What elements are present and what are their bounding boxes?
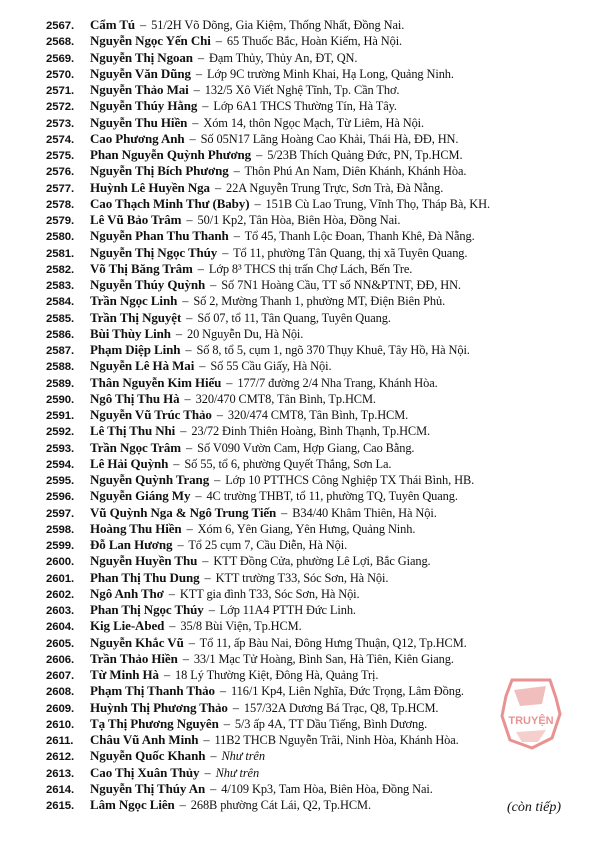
- entry-number: 2614.: [46, 783, 75, 796]
- entry-separator: –: [184, 391, 191, 406]
- list-item: [46, 521, 566, 537]
- entry-name: Phan Nguyễn Quỳnh Phương: [90, 147, 252, 162]
- entry-name: Phạm Diệp Linh: [90, 342, 181, 357]
- entry-separator: –: [186, 310, 193, 325]
- list-item: [46, 651, 566, 667]
- entry-name: Huỳnh Thị Phương Thảo: [90, 699, 228, 715]
- entry-number: 2604.: [46, 621, 75, 634]
- entry-number: 2569.: [46, 52, 75, 65]
- entry-separator: –: [175, 326, 182, 341]
- entry-name: Nguyễn Huyền Thu: [90, 553, 198, 569]
- entry-separator: –: [197, 261, 204, 276]
- entry-number: 2596.: [46, 491, 75, 504]
- watermark-logo-icon: [498, 676, 564, 752]
- entry-number: 2578.: [46, 198, 75, 211]
- list-item: [46, 683, 566, 699]
- entry-address: 23/72 Đinh Thiên Hoàng, Bình Thạnh, Tp.HCM.: [191, 424, 431, 439]
- entry-number: 2612.: [46, 751, 75, 764]
- entry-number: 2579.: [46, 215, 75, 227]
- entry-address: Số 8, tổ 5, cụm 1, ngõ 370 Thụy Khuê, Tây Hồ, Hà Nội.: [196, 343, 470, 357]
- entry-name: Lê Vũ Bảo Trâm: [90, 212, 182, 227]
- entry-number: 2613.: [46, 767, 75, 780]
- list-item: [46, 293, 566, 309]
- entry-address: 11B2 THCB Nguyễn Trãi, Ninh Hòa, Khánh Hòa.: [214, 733, 459, 747]
- entry-name: Bùi Thùy Linh: [90, 325, 171, 341]
- entry-number: 2585.: [46, 312, 75, 325]
- entry-address: KTT trường T33, Sóc Sơn, Hà Nội.: [215, 570, 389, 585]
- entry-address: Tổ 25 cụm 7, Cầu Diễn, Hà Nội.: [188, 538, 348, 552]
- entry-separator: –: [195, 489, 202, 504]
- list-item: [46, 391, 566, 407]
- entry-name: Ngô Anh Thơ: [90, 585, 164, 601]
- entry-number: 2607.: [46, 670, 75, 682]
- entry-number: 2587.: [46, 345, 75, 357]
- entry-number: 2609.: [46, 702, 75, 715]
- list-item: [46, 472, 566, 488]
- list-item: [46, 586, 566, 602]
- list-item: [46, 667, 566, 683]
- entry-address: 268B phường Cát Lái, Q2, Tp.HCM.: [190, 798, 371, 812]
- entry-number: 2597.: [46, 507, 75, 520]
- entry-number: 2570.: [46, 68, 75, 81]
- list-item: [46, 537, 566, 553]
- entry-separator: –: [203, 733, 210, 747]
- entry-address: 320/474 CMT8, Tân Bình, Tp.HCM.: [227, 408, 409, 422]
- entry-separator: –: [182, 651, 189, 666]
- entry-address: 5/3 ấp 4A, TT Dầu Tiếng, Bình Dương.: [234, 716, 428, 731]
- entry-address: 33/1 Mạc Tử Hoàng, Bình San, Hà Tiên, Kiên Giang.: [193, 651, 454, 666]
- entry-separator: –: [192, 115, 199, 130]
- entry-name: Lâm Ngọc Liên: [90, 797, 175, 812]
- entry-separator: –: [233, 229, 240, 244]
- entry-name: Cao Thị Xuân Thủy: [90, 764, 200, 780]
- list-item: [46, 98, 566, 114]
- entry-name: Nguyễn Khắc Vũ: [90, 634, 184, 650]
- entry-separator: –: [168, 586, 175, 601]
- entry-name: Nguyễn Thị Ngọc Thúy: [90, 244, 218, 260]
- entry-number: 2611.: [46, 735, 74, 747]
- entry-name: Trần Thị Nguyệt: [90, 309, 182, 325]
- entry-address: Số 05N17 Lãng Hoàng Cao Khải, Thái Hà, ĐĐ, HN.: [200, 131, 459, 146]
- entry-address: 50/1 Kp2, Tân Hòa, Biên Hòa, Đồng Nai.: [197, 213, 401, 227]
- watermark-text: TRUYỆN: [508, 715, 554, 727]
- entry-separator: –: [188, 635, 195, 650]
- entry-number: 2574.: [46, 133, 75, 146]
- entry-name: Vũ Quỳnh Nga & Ngô Trung Tiến: [90, 504, 277, 520]
- entry-separator: –: [223, 716, 230, 731]
- entry-number: 2591.: [46, 410, 75, 422]
- continued-label: (còn tiếp): [506, 800, 561, 815]
- list-item: [46, 131, 566, 147]
- list-item: [46, 375, 566, 391]
- entry-number: 2580.: [46, 231, 75, 244]
- list-item: [46, 505, 566, 521]
- list-item: [46, 765, 566, 781]
- entry-separator: –: [185, 343, 192, 357]
- entry-separator: –: [182, 294, 189, 309]
- entry-name: Lê Thị Thu Nhi: [90, 423, 176, 439]
- entry-separator: –: [163, 668, 171, 682]
- entry-number: 2605.: [46, 637, 75, 650]
- entry-address: Số 55 Cầu Giấy, Hà Nội.: [210, 359, 332, 374]
- list-item: [46, 456, 566, 472]
- entry-name: Kig Lie-Abed: [90, 618, 165, 634]
- entry-name: Trần Ngọc Linh: [90, 293, 178, 309]
- entry-address: Số 55, tổ 6, phường Quyết Thắng, Sơn La.: [184, 456, 392, 471]
- entry-name: Hoàng Thu Hiền: [90, 520, 182, 536]
- entry-separator: –: [186, 521, 193, 536]
- entry-separator: –: [173, 456, 180, 471]
- entry-name: Thân Nguyễn Kim Hiếu: [90, 374, 222, 390]
- list-item: [46, 245, 566, 261]
- entry-number: 2593.: [46, 442, 75, 455]
- list-item: [46, 33, 566, 49]
- entry-name: Nguyễn Quỳnh Trang: [90, 472, 210, 487]
- entry-separator: –: [281, 505, 288, 520]
- list-item: [46, 700, 566, 716]
- entry-number: 2615.: [46, 800, 75, 812]
- entry-number: 2601.: [46, 572, 75, 585]
- entry-address: Lớp 6A1 THCS Thường Tín, Hà Tây.: [213, 99, 397, 114]
- entry-separator: –: [186, 213, 193, 227]
- list-item: [46, 797, 566, 813]
- entry-address: 4C trường THBT, tổ 11, phường TQ, Tuyên Quang.: [206, 489, 458, 504]
- entry-address: 320/470 CMT8, Tân Bình, Tp.HCM.: [195, 391, 376, 406]
- list-item: [46, 570, 566, 586]
- entry-address: 177/7 đường 2/4 Nha Trang, Khánh Hòa.: [237, 375, 438, 390]
- entry-separator: –: [197, 50, 205, 65]
- list-item: [46, 82, 566, 98]
- entry-number: 2602.: [46, 588, 75, 601]
- entry-number: 2583.: [46, 280, 75, 292]
- entry-address: Lớp 9C trường Minh Khai, Hạ Long, Quảng Ninh.: [206, 66, 454, 81]
- entry-number: 2606.: [46, 653, 75, 666]
- entry-name: Phan Thị Ngọc Thúy: [90, 602, 204, 617]
- entry-address: Tổ 45, Thanh Lộc Đoan, Thanh Khê, Đà Nẵng.: [244, 229, 475, 244]
- entry-separator: –: [210, 781, 217, 796]
- entry-name: Nguyễn Thảo Mai: [90, 82, 189, 97]
- entry-name: Trần Thảo Hiền: [90, 650, 178, 666]
- list-item: [46, 602, 566, 618]
- list-item: [46, 163, 566, 179]
- entry-address: 5/23B Thích Quảng Đức, PN, Tp.HCM.: [267, 148, 463, 162]
- entry-address: 151B Cù Lao Trung, Vĩnh Thọ, Tháp Bà, KH.: [265, 196, 491, 211]
- entry-name: Nguyễn Văn Dũng: [90, 65, 191, 81]
- entry-address: Thôn Phú An Nam, Diên Khánh, Khánh Hòa.: [244, 164, 467, 179]
- list-item: [46, 440, 566, 456]
- entry-number: 2584.: [46, 296, 75, 309]
- entry-number: 2594.: [46, 458, 75, 471]
- list-item: [46, 488, 566, 504]
- entry-separator: –: [210, 749, 217, 764]
- list-item: [46, 732, 566, 748]
- entry-name: Cẩm Tú: [90, 17, 136, 32]
- entry-address: KTT gia đình T33, Sóc Sơn, Hà Nội.: [179, 586, 360, 601]
- entry-separator: –: [189, 131, 196, 146]
- entry-address: 65 Thuốc Bắc, Hoàn Kiếm, Hà Nội.: [226, 34, 403, 49]
- entry-number: 2598.: [46, 523, 75, 536]
- list-item: [46, 228, 566, 244]
- list-item: [46, 17, 566, 33]
- entry-address: Xóm 6, Yên Giang, Yên Hưng, Quảng Ninh.: [197, 521, 416, 536]
- entry-separator: –: [202, 99, 209, 114]
- entry-address: KTT Đồng Cửa, phường Lê Lợi, Bắc Giang.: [213, 554, 431, 569]
- entry-address: 20 Nguyễn Du, Hà Nội.: [186, 326, 304, 341]
- entry-list: [46, 17, 566, 813]
- entry-name: Nguyễn Thị Thúy An: [90, 780, 206, 796]
- entry-number: 2595.: [46, 475, 75, 487]
- entry-separator: –: [219, 684, 227, 699]
- entry-separator: –: [169, 619, 176, 634]
- entry-address: B34/40 Khâm Thiên, Hà Nội.: [292, 505, 437, 520]
- entry-number: 2589.: [46, 377, 75, 390]
- entry-separator: –: [193, 83, 200, 97]
- entry-address: 18 Lý Thường Kiệt, Đông Hà, Quảng Trị.: [175, 668, 379, 682]
- list-item: [46, 635, 566, 651]
- list-item: [46, 423, 566, 439]
- list-item: [46, 310, 566, 326]
- entry-name: Nguyễn Giáng My: [90, 488, 191, 504]
- list-item: [46, 407, 566, 423]
- entry-name: Đỗ Lan Hương: [90, 537, 173, 552]
- entry-number: 2586.: [46, 328, 75, 341]
- entry-address: 132/5 Xô Viết Nghệ Tĩnh, Tp. Cần Thơ.: [204, 83, 400, 97]
- entry-address: 51/2H Võ Dõng, Gia Kiệm, Thống Nhất, Đồng Nai.: [151, 18, 405, 32]
- entry-name: Nguyễn Ngọc Yến Chi: [90, 33, 211, 49]
- list-item: [46, 618, 566, 634]
- entry-name: Võ Thị Băng Trâm: [90, 260, 193, 276]
- entry-number: 2603.: [46, 605, 75, 617]
- entry-name: Phan Thị Thu Dung: [90, 569, 200, 585]
- entry-number: 2610.: [46, 718, 75, 731]
- entry-separator: –: [199, 359, 206, 374]
- entry-name: Nguyễn Thu Hiền: [90, 114, 188, 130]
- entry-separator: –: [177, 538, 184, 552]
- entry-name: Huỳnh Lê Huyền Nga: [90, 179, 210, 195]
- entry-separator: –: [204, 765, 211, 780]
- entry-number: 2572.: [46, 101, 75, 114]
- entry-name: Từ Minh Hà: [90, 667, 159, 682]
- entry-address: Xóm 14, thôn Ngọc Mạch, Từ Liêm, Hà Nội.: [203, 115, 425, 130]
- entry-name: Trần Ngọc Trâm: [90, 439, 182, 455]
- entry-number: 2575.: [46, 150, 75, 162]
- entry-separator: –: [204, 570, 211, 585]
- entry-address: Số 07, tổ 11, Tân Quang, Tuyên Quang.: [197, 310, 391, 325]
- entry-separator: –: [180, 424, 187, 439]
- entry-number: 2599.: [46, 540, 75, 552]
- entry-separator: –: [216, 408, 223, 422]
- entry-address: Số 7N1 Hoàng Cầu, TT số NN&PTNT, ĐĐ, HN.: [221, 278, 461, 292]
- entry-separator: –: [195, 66, 202, 81]
- entry-separator: –: [233, 164, 240, 179]
- entry-name: Tạ Thị Phương Nguyên: [90, 715, 219, 731]
- list-item: [46, 277, 566, 293]
- entry-number: 2571.: [46, 85, 75, 97]
- entry-address: 22A Nguyễn Trung Trực, Sơn Trà, Đà Nẵng.: [226, 180, 444, 195]
- entry-separator: –: [202, 554, 209, 569]
- entry-address: Đạm Thủy, Thủy An, ĐT, QN.: [209, 50, 358, 65]
- entry-separator: –: [210, 278, 217, 292]
- entry-separator: –: [140, 18, 147, 32]
- entry-name: Châu Vũ Anh Minh: [90, 732, 199, 747]
- entry-number: 2576.: [46, 166, 75, 179]
- entry-name: Phạm Thị Thanh Thảo: [90, 683, 215, 699]
- entry-address: Như trên: [221, 749, 265, 764]
- entry-separator: –: [232, 700, 239, 715]
- entry-number: 2608.: [46, 686, 75, 699]
- list-item: [46, 180, 566, 196]
- entry-address: Số V090 Vườn Cam, Hợp Giang, Cao Bằng.: [197, 440, 415, 455]
- list-item: [46, 261, 566, 277]
- list-item: [46, 66, 566, 82]
- list-item: [46, 342, 566, 358]
- list-item: [46, 553, 566, 569]
- entry-number: 2600.: [46, 556, 75, 569]
- entry-separator: –: [215, 34, 222, 49]
- entry-name: Nguyễn Vũ Trúc Thảo: [90, 407, 212, 422]
- entry-number: 2592.: [46, 426, 75, 439]
- list-item: [46, 781, 566, 797]
- entry-name: Nguyễn Thúy Quỳnh: [90, 277, 206, 292]
- entry-separator: –: [186, 440, 193, 455]
- entry-number: 2568.: [46, 36, 75, 49]
- list-item: [46, 50, 566, 66]
- entry-address: Số 2, Mường Thanh 1, phường MT, Điện Biên Phủ.: [193, 294, 446, 309]
- entry-name: Cao Phương Anh: [90, 130, 185, 146]
- entry-separator: –: [208, 603, 215, 617]
- list-item: [46, 115, 566, 131]
- entry-address: 4/109 Kp3, Tam Hòa, Biên Hòa, Đồng Nai.: [221, 781, 433, 796]
- list-item: [46, 748, 566, 764]
- entry-address: Tổ 11, ấp Bàu Nai, Đông Hưng Thuận, Q12, Tp.HCM.: [199, 635, 467, 650]
- entry-address: Tổ 11, phường Tân Quang, thị xã Tuyên Quang.: [233, 245, 468, 260]
- list-item: [46, 716, 566, 732]
- entry-address: 157/32A Dương Bá Trạc, Q8, Tp.HCM.: [243, 700, 439, 715]
- list-item: [46, 212, 566, 228]
- entry-separator: –: [222, 245, 229, 260]
- entry-separator: –: [214, 180, 222, 195]
- list-item: [46, 326, 566, 342]
- entry-name: Ngô Thị Thu Hà: [90, 390, 180, 406]
- entry-number: 2582.: [46, 263, 75, 276]
- entry-address: Lớp 11A4 PTTH Đức Linh.: [219, 603, 356, 617]
- entry-number: 2590.: [46, 393, 75, 406]
- entry-name: Nguyễn Thị Bích Phương: [90, 163, 229, 179]
- entry-name: Nguyễn Lê Hà Mai: [90, 358, 195, 374]
- entry-name: Nguyễn Phan Thu Thanh: [90, 228, 229, 244]
- entry-number: 2581.: [46, 247, 75, 260]
- entry-name: Nguyễn Thúy Hằng: [90, 98, 198, 114]
- entry-number: 2567.: [46, 20, 75, 32]
- entry-name: Nguyễn Quốc Khanh: [90, 748, 206, 764]
- entry-number: 2577.: [46, 182, 75, 195]
- entry-separator: –: [179, 798, 186, 812]
- entry-address: Lớp 8³ THCS thị trấn Chợ Lách, Bến Tre.: [208, 261, 413, 276]
- entry-address: 35/8 Bùi Viện, Tp.HCM.: [180, 619, 302, 634]
- entry-name: Cao Thạch Minh Thư (Baby): [90, 195, 250, 211]
- entry-separator: –: [214, 473, 221, 487]
- list-item: [46, 358, 566, 374]
- watermark-stamp: [498, 676, 564, 752]
- entry-address: Như trên: [215, 765, 260, 780]
- entry-address: 116/1 Kp4, Liên Nghĩa, Đức Trọng, Lâm Đồng.: [231, 684, 464, 699]
- entry-name: Nguyễn Thị Ngoan: [90, 49, 193, 65]
- entry-separator: –: [256, 148, 263, 162]
- entry-number: 2588.: [46, 361, 75, 374]
- entry-name: Lê Hải Quỳnh: [90, 455, 169, 471]
- entry-number: 2573.: [46, 117, 75, 130]
- list-item: [46, 147, 566, 163]
- entry-separator: –: [226, 375, 233, 390]
- entry-address: Lớp 10 PTTHCS Công Nghiệp TX Thái Bình, HB.: [225, 473, 475, 487]
- entry-separator: –: [254, 196, 261, 211]
- list-item: [46, 196, 566, 212]
